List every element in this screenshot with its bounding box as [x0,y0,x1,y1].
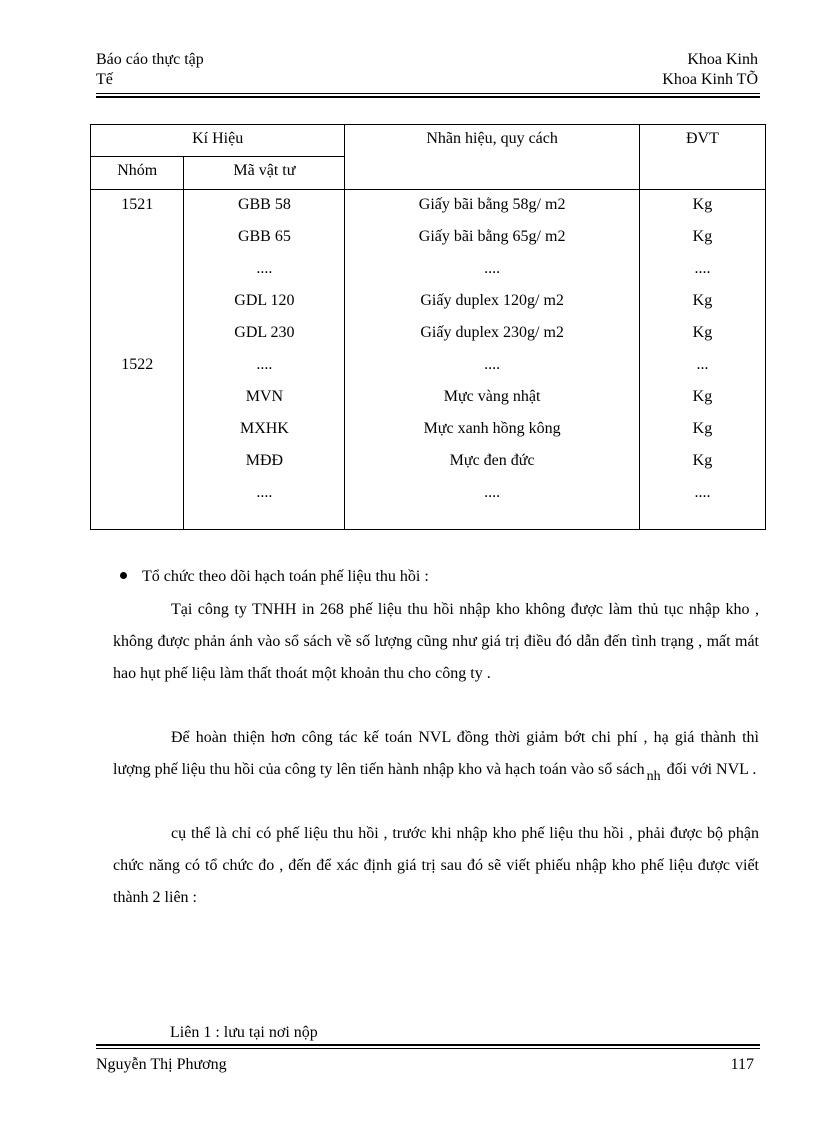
cell-ma-vat-tu: GBB 65 [184,222,345,254]
table-row [91,446,766,478]
cell-nhom [91,254,184,286]
cell-ma-vat-tu: .... [184,350,345,382]
header-rule-bottom [96,96,760,98]
cell-nhom [91,222,184,254]
cell-nhan-hieu: Mực xanh hồng kông [345,414,640,446]
header-right-line2: Khoa Kinh TÕ [662,71,758,88]
cell-ma-vat-tu: GBB 58 [184,190,345,222]
cell-dvt: Kg [639,414,765,446]
cell-dvt: Kg [639,222,765,254]
footer [96,1056,758,1074]
cell-dvt: Kg [639,190,765,222]
cell-nhan-hieu: Giấy duplex 120g/ m2 [345,286,640,318]
page-number: 117 [730,1056,754,1073]
table-row [91,350,766,382]
header-right [662,50,758,90]
header-left [96,50,204,90]
footer-rule-bottom [96,1048,760,1049]
lien-1-note: Liên 1 : lưu tại nơi nộp [170,1024,318,1041]
cell-nhan-hieu: .... [345,254,640,286]
header-ki-hieu: Kí Hiệu [91,125,345,157]
cell-nhan-hieu: Mực vàng nhật [345,382,640,414]
header-left-line2: Tế [96,71,113,88]
paragraph-1 [113,594,759,690]
header-left-line1: Báo cáo thực tập [96,51,204,68]
cell-dvt: Kg [639,446,765,478]
cell-ma-vat-tu: .... [184,254,345,286]
footer-author: Nguyễn Thị Phương [96,1056,227,1073]
paragraph-3-text: cụ thể là chỉ có phế liệu thu hồi , trước khi nhập kho phế liệu thu hồi , phải được bộ phận chức năng có tổ chức đo , đến để xác định giá trị sau đó sẽ viết phiếu nhập kho phế liệu được viết thành 2 liên : [113,825,759,906]
paragraph-2 [113,722,759,787]
paragraph-2-tail: đối với NVL . [666,761,757,778]
header-right-line1: Khoa Kinh [687,51,758,68]
table-row [91,382,766,414]
cell-nhom: 1521 [91,190,184,222]
header-rule-top [96,93,760,94]
cell-dvt: .... [639,254,765,286]
cell-dvt: Kg [639,318,765,350]
bullet-icon [120,572,127,579]
cell-ma-vat-tu: MVN [184,382,345,414]
cell-dvt: .... [639,478,765,530]
cell-dvt: Kg [639,286,765,318]
cell-ma-vat-tu: GDL 230 [184,318,345,350]
table-row [91,190,766,222]
cell-ma-vat-tu: MĐĐ [184,446,345,478]
cell-nhom [91,478,184,530]
header-nhom: Nhóm [91,157,184,190]
cell-nhan-hieu: Giấy bãi bằng 58g/ m2 [345,190,640,222]
cell-nhom [91,318,184,350]
cell-ma-vat-tu: .... [184,478,345,530]
table-row [91,478,766,530]
table-row [91,318,766,350]
table-row [91,286,766,318]
cell-ma-vat-tu: MXHK [184,414,345,446]
bullet-text: Tổ chức theo dõi hạch toán phế liệu thu hồi : [142,568,429,585]
cell-dvt: Kg [639,382,765,414]
table-body [91,190,766,530]
cell-nhan-hieu: Giấy duplex 230g/ m2 [345,318,640,350]
cell-nhan-hieu: .... [345,478,640,530]
cell-nhan-hieu: .... [345,350,640,382]
cell-nhom [91,286,184,318]
header-dvt: ĐVT [639,125,765,190]
cell-nhom [91,446,184,478]
paragraph-2-text [113,722,759,787]
paragraph-1-text: Tại công ty TNHH in 268 phế liệu thu hồi nhập kho không được làm thủ tục nhập kho , không được phản ánh vào sổ sách về số lượng cũng như giá trị điều đó dẫn đến tình trạng , mất mát hao hụt phế liệu làm thất thoát một khoản thu cho công ty . [113,601,759,682]
table-row [91,414,766,446]
cell-nhan-hieu: Giấy bãi bằng 65g/ m2 [345,222,640,254]
footer-rule-top [96,1044,760,1046]
cell-nhan-hieu: Mực đen đức [345,446,640,478]
cell-nhom [91,414,184,446]
cell-nhom: 1522 [91,350,184,382]
bullet-item [120,568,429,586]
cell-nhom [91,382,184,414]
header-ma-vat-tu: Mã vật tư [184,157,345,190]
paragraph-3 [113,818,759,914]
cell-dvt: ... [639,350,765,382]
material-table [90,124,766,530]
table-row [91,254,766,286]
paragraph-2-subscript: nh [646,769,661,784]
table-row [91,222,766,254]
paragraph-2-main: Để hoàn thiện hơn công tác kế toán NVL đồng thời giảm bớt chi phí , hạ giá thành thì lượng phế liệu thu hồi của công ty lên tiến hành nhập kho và hạch toán vào sổ sách [113,729,759,778]
header-nhan-hieu: Nhãn hiệu, quy cách [345,125,640,190]
cell-ma-vat-tu: GDL 120 [184,286,345,318]
